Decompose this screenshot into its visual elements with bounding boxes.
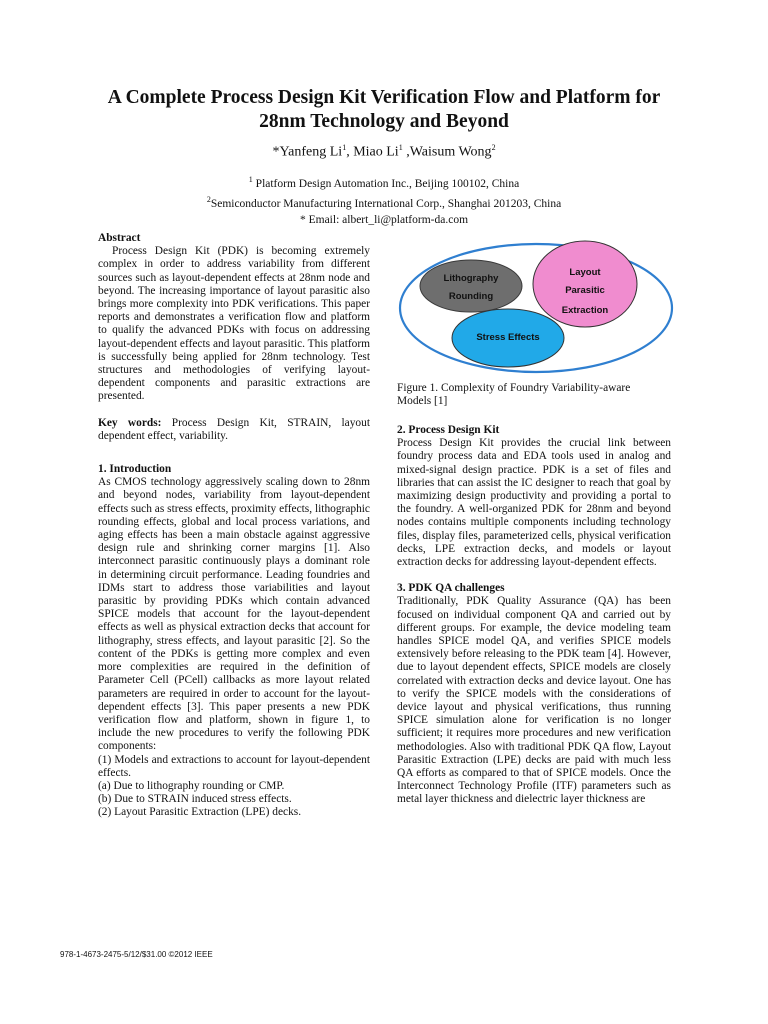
section-2-body: Process Design Kit provides the crucial link between foundry process data and EDA tools used in analog and mixed-signal design practice. PDK is a set of files and libraries that can assist the IC designer to reach that goal by maximizing design productivity and providing a portal to the foundry. A well-organized PDK for 28nm and beyond nodes contains multiple components including technology files, display files, parameterized cells, physical verification decks, LPE extraction decks, and models or layout extraction decks for addressing layout-dependent effects. xyxy=(397,437,671,569)
label-stress-effects: Stress Effects xyxy=(476,332,540,343)
copyright-footer: 978-1-4673-2475-5/12/$31.00 ©2012 IEEE xyxy=(60,950,213,959)
contact-email: * Email: albert_li@platform-da.com xyxy=(299,213,469,226)
paper-title xyxy=(60,86,708,134)
affiliation-2-mark: 2 xyxy=(206,195,211,205)
label-extraction: Extraction xyxy=(561,305,609,316)
lithography-rounding-ellipse xyxy=(420,260,522,312)
figure-1 xyxy=(397,240,675,380)
left-column xyxy=(98,232,370,820)
section-3-heading: 3. PDK QA challenges xyxy=(397,582,505,595)
label-lithography: Lithography xyxy=(443,273,499,284)
author-1: *Yanfeng Li xyxy=(272,144,343,160)
list-item-1b: (b) Due to STRAIN induced stress effects. xyxy=(98,793,292,806)
affiliation-1-mark: 1 xyxy=(248,175,253,184)
author-2: , Miao Li xyxy=(346,144,399,160)
affiliation-1-text: Platform Design Automation Inc., Beijing 100102, China xyxy=(252,177,520,190)
label-rounding: Rounding xyxy=(448,291,494,302)
title-line-2: 28nm Technology and Beyond xyxy=(259,111,509,132)
label-parasitic: Parasitic xyxy=(565,285,605,296)
title-line-1: A Complete Process Design Kit Verification Flow and Platform for xyxy=(107,87,661,108)
list-item-1a: (a) Due to lithography rounding or CMP. xyxy=(98,779,285,792)
author-3-affil: 2 xyxy=(491,143,496,152)
abstract-body: Process Design Kit (PDK) is becoming extremely complex in order to address variability from different sources such as layout-dependent effects at 28nm node and beyond. The increasing importance of layout parasitic also brings more complexity into PDK verifications. This paper reports and demonstrates a verification flow and platform to qualify the advanced PDKs with focus on addressing layout-dependent effects and layout parasitic. This platform is successfully being applied for 28nm technology. Test structures and methodologies of verifying layout-dependent components and parasitic extractions are presented. xyxy=(98,245,370,403)
keywords-text: Process Design Kit, STRAIN, layout dependent effect, variability. xyxy=(98,416,370,442)
affiliation-2 xyxy=(60,192,708,212)
section-2-heading: 2. Process Design Kit xyxy=(397,424,500,436)
section-1-body: As CMOS technology aggressively scaling down to 28nm and beyond nodes, variability from layout-dependent effects such as stress effects, proximity effects, lithographic rounding effects, global and local process variations, and aging effects has been a main obstacle against aggressive design rule and shrinking corner margins [1]. Also interconnect parasitic continuously plays a dominant role in determining circuit performance. Leading foundries and IDMs start to address those variabilities and layout parasitic by providing PDKs which contain advanced SPICE models that account for the layout-dependent effects as well as physical extraction decks that account for lithography, stress effects, and layout parasitic [2]. So the content of the PDKs is getting more complex and even more complexities are required in the definition of Parameter Cell (PCell) callbacks as more layout related parameters are required in order to account for the layout-dependent effects [3]. This paper presents a new PDK verification flow and platform, shown in figure 1, to include the new procedures to verify the following PDK components: xyxy=(98,476,370,753)
author-3: ,Waisum Wong xyxy=(402,144,492,160)
label-layout: Layout xyxy=(569,267,601,278)
affiliation-2-text: Semiconductor Manufacturing International Corp., Shanghai 201203, China xyxy=(210,198,562,211)
figure-1-diagram xyxy=(397,240,675,380)
keywords xyxy=(98,417,370,443)
abstract-heading: Abstract xyxy=(98,232,141,244)
affiliations xyxy=(60,172,708,228)
figure-1-caption: Figure 1. Complexity of Foundry Variability-aware Models [1] xyxy=(397,382,631,408)
list-item-1: (1) Models and extractions to account for layout-dependent effects. xyxy=(98,753,370,779)
author-list xyxy=(60,143,708,161)
section-1-heading: 1. Introduction xyxy=(98,463,172,476)
section-3-body: Traditionally, PDK Quality Assurance (QA) has been focused on individual component QA and carried out by different groups. For example, the device modeling team handles SPICE model QA, and verifies SPICE models extensively before releasing to the PDK team [4]. However, due to layout dependent effects, SPICE models are closely correlated with extraction decks and device layout. One has to verify the SPICE models with the considerations of device layout and physical verifications, thus running SPICE simulation alone for verification is no longer sufficient; it requires more procedures and new verification methodologies. Also with traditional PDK QA flow, Layout Parasitic Extraction (LPE) decks are paid with much less QA efforts as compared to that of SPICE models. Once the Interconnect Technology Profile (ITF) parameters such as metal layer thickness and dielectric layer thickness are xyxy=(397,595,671,806)
author-2-affil: 1 xyxy=(398,143,403,152)
affiliation-1 xyxy=(60,172,708,192)
keywords-label: Key words: xyxy=(98,416,162,429)
right-column xyxy=(397,424,671,807)
author-1-affil: 1 xyxy=(342,143,347,152)
list-item-2: (2) Layout Parasitic Extraction (LPE) decks. xyxy=(98,806,302,819)
